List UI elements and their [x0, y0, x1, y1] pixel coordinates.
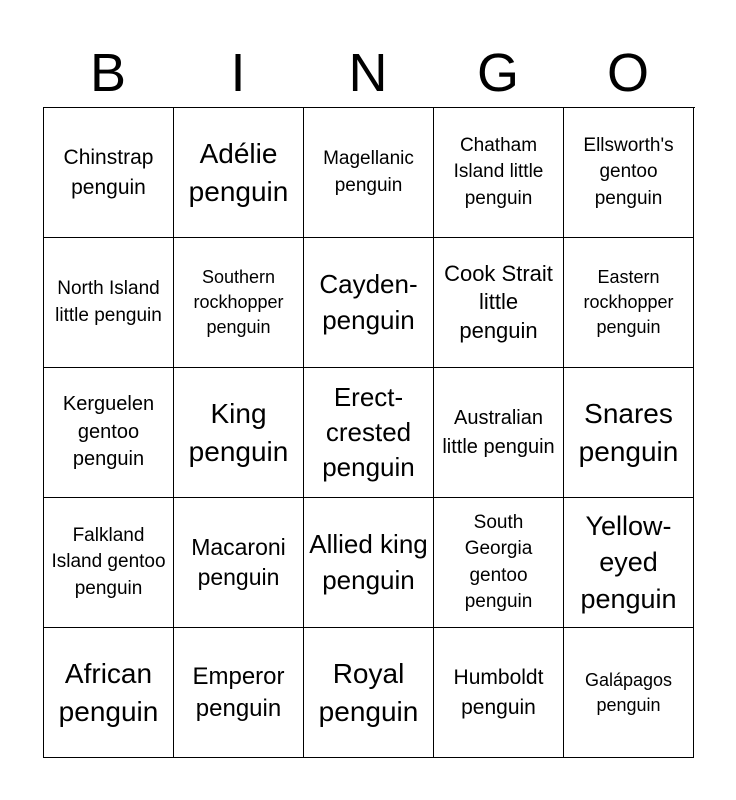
- bingo-cell[interactable]: Chatham Island little penguin: [434, 108, 564, 238]
- bingo-cell[interactable]: Allied king penguin: [304, 498, 434, 628]
- bingo-cell[interactable]: Yellow-eyed penguin: [564, 498, 694, 628]
- bingo-cell[interactable]: Cook Strait little penguin: [434, 238, 564, 368]
- bingo-cell[interactable]: Erect-crested penguin: [304, 368, 434, 498]
- header-letter-g: G: [476, 43, 519, 103]
- header-letter-o: O: [606, 43, 649, 103]
- bingo-cell[interactable]: Magellanic penguin: [304, 108, 434, 238]
- bingo-cell[interactable]: Cayden-penguin: [304, 238, 434, 368]
- bingo-cell[interactable]: Eastern rockhopper penguin: [564, 238, 694, 368]
- bingo-cell[interactable]: Humboldt penguin: [434, 628, 564, 758]
- bingo-cell[interactable]: African penguin: [44, 628, 174, 758]
- bingo-cell[interactable]: Galápagos penguin: [564, 628, 694, 758]
- bingo-cell[interactable]: Macaroni penguin: [174, 498, 304, 628]
- bingo-cell[interactable]: South Georgia gentoo penguin: [434, 498, 564, 628]
- header-letter-n: N: [348, 43, 388, 103]
- bingo-cell[interactable]: Kerguelen gentoo penguin: [44, 368, 174, 498]
- bingo-grid: [43, 107, 695, 758]
- bingo-cell[interactable]: Southern rockhopper penguin: [174, 238, 304, 368]
- bingo-cell[interactable]: Snares penguin: [564, 368, 694, 498]
- header-letter-b: B: [89, 43, 127, 103]
- bingo-cell[interactable]: Adélie penguin: [174, 108, 304, 238]
- bingo-cell[interactable]: Royal penguin: [304, 628, 434, 758]
- bingo-cell[interactable]: Chinstrap penguin: [44, 108, 174, 238]
- bingo-cell[interactable]: Australian little penguin: [434, 368, 564, 498]
- bingo-cell[interactable]: Falkland Island gentoo penguin: [44, 498, 174, 628]
- bingo-cell[interactable]: North Island little penguin: [44, 238, 174, 368]
- bingo-cell[interactable]: Ellsworth's gentoo penguin: [564, 108, 694, 238]
- bingo-header: [43, 38, 693, 108]
- bingo-cell[interactable]: Emperor penguin: [174, 628, 304, 758]
- bingo-cell[interactable]: King penguin: [174, 368, 304, 498]
- header-letter-i: I: [230, 43, 246, 103]
